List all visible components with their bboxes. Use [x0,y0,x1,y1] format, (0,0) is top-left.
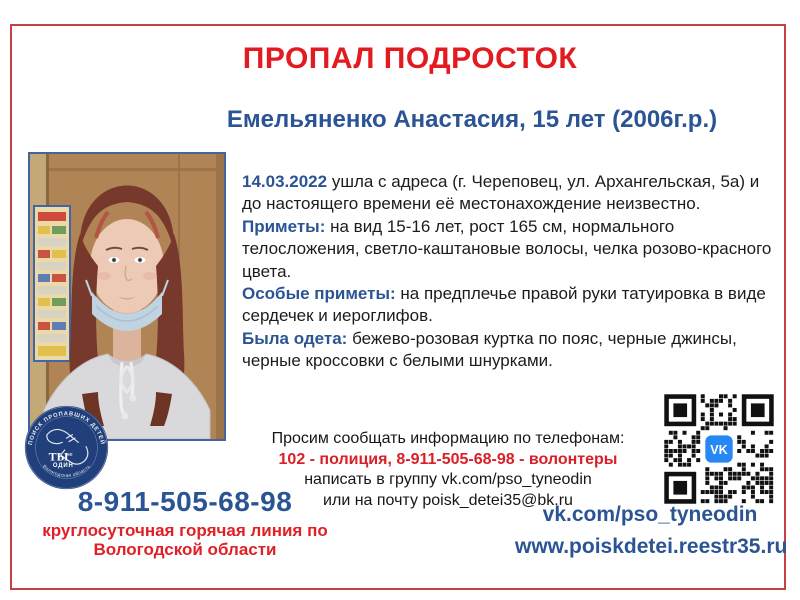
logo-arc-bottom-text: Вологодская область [41,464,92,479]
vk-icon-label: VK [710,443,728,458]
hotline-label: круглосуточная горячая линия по Вологодской области [42,521,328,559]
website-link: www.poiskdetei.reestr35.ru [515,535,788,558]
description-block [242,171,782,373]
missing-person-photo [28,152,226,441]
features-label: Приметы: [242,216,326,236]
organization-logo [24,405,109,490]
page-title: ПРОПАЛ ПОДРОСТОК [242,42,578,75]
clothes-label: Была одета: [242,328,348,348]
contact-vk-line: написать в группу vk.com/pso_tyneodin [304,471,592,488]
photo-illustration [30,154,224,439]
logo-you-text: ТЫ [48,449,69,464]
description-line-disappearance: 14.03.2022 ушла с адреса (г. Череповец, ул. Архангельская, 5а) и до настоящего времени её местонахождение неизвестно. [242,172,760,214]
contact-email-line: или на почту poisk_detei35@bk.ru [323,491,573,509]
wall-poster-decor [34,206,70,361]
description-line-features: Приметы: на вид 15-16 лет, рост 165 см, нормального телосложения, светло-каштановые волосы, челка розово-красного цвета. [242,216,772,281]
hotline-phone-number: 8-911-505-68-98 [77,486,293,517]
links-block [515,503,788,559]
qr-code [662,392,776,506]
description-line-clothes: Была одета: бежево-розовая куртка по пояс, черные джинсы, черные кроссовки с белыми шнурками. [242,328,737,371]
contact-phones-line: 102 - полиция, 8-911-505-68-98 - волонтеры [278,450,618,468]
logo-ne-text: не [66,452,73,458]
date-label: 14.03.2022 [242,172,328,191]
vk-group-link: vk.com/pso_tyneodin [542,503,758,526]
special-features-label: Особые приметы: [242,284,396,304]
description-line-special: Особые приметы: на предплечье правой руки татуировка в виде сердечек и иероглифов. [242,284,766,326]
hotline-block [35,486,335,559]
logo-odin-text: ОДИН [52,463,74,470]
logo-arc-top-text: ПОИСК ПРОПАВШИХ ДЕТЕЙ [27,411,106,446]
contact-request-line: Просим сообщать информацию по телефонам: [271,430,625,447]
person-name: Емельяненко Анастасия, 15 лет (2006г.р.) [226,106,718,133]
